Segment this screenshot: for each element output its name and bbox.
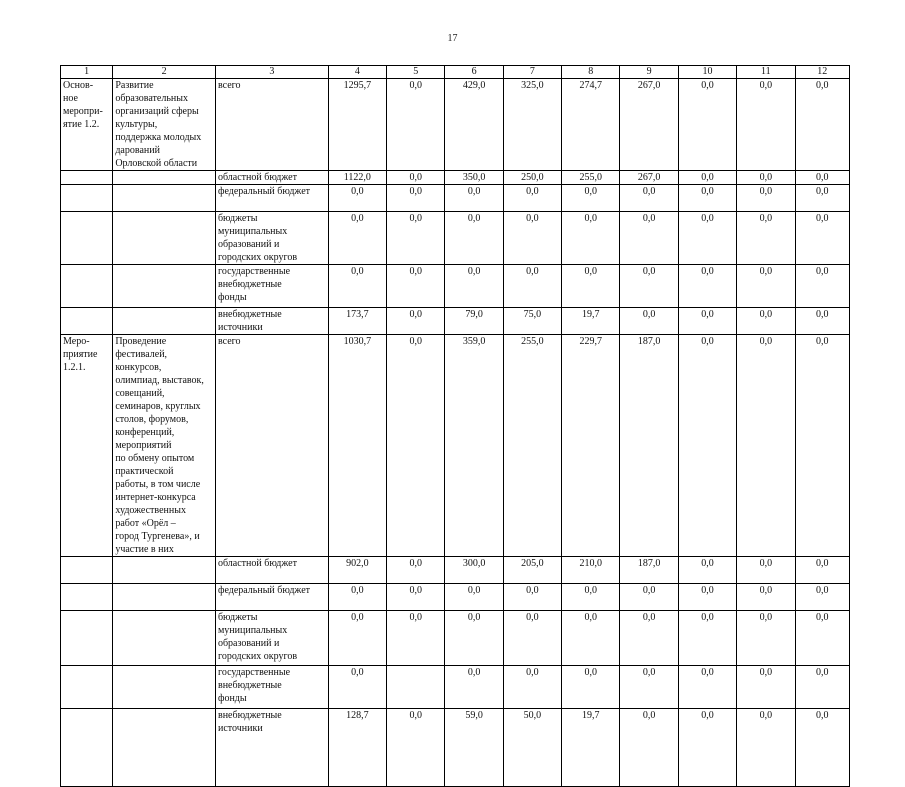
value-cell: 50,0 (503, 709, 561, 787)
value-cell: 274,7 (562, 79, 620, 171)
funding-source-cell: бюджеты муниципальных образований и городских округов (215, 212, 328, 265)
value-cell: 0,0 (445, 265, 503, 308)
activity-name-cell (113, 557, 216, 584)
value-cell: 325,0 (503, 79, 561, 171)
value-cell: 0,0 (620, 185, 678, 212)
value-cell (387, 666, 445, 709)
table-body (61, 79, 850, 787)
table-row (61, 666, 850, 709)
funding-source-cell: государственные внебюджетные фонды (215, 666, 328, 709)
value-cell: 0,0 (678, 584, 736, 611)
value-cell: 0,0 (562, 212, 620, 265)
value-cell: 79,0 (445, 308, 503, 335)
table-row (61, 709, 850, 787)
value-cell: 300,0 (445, 557, 503, 584)
activity-name-cell (113, 584, 216, 611)
funding-source-cell: всего (215, 79, 328, 171)
value-cell: 0,0 (562, 265, 620, 308)
column-header: 9 (620, 66, 678, 79)
value-cell: 0,0 (387, 611, 445, 666)
activity-name-cell (113, 666, 216, 709)
table-row (61, 308, 850, 335)
activity-code-cell: Основ- ное меропри- ятие 1.2. (61, 79, 113, 171)
table-row (61, 557, 850, 584)
funding-source-cell: всего (215, 335, 328, 557)
column-header: 10 (678, 66, 736, 79)
value-cell: 0,0 (795, 666, 849, 709)
value-cell: 0,0 (445, 666, 503, 709)
value-cell: 359,0 (445, 335, 503, 557)
table-row (61, 212, 850, 265)
value-cell: 0,0 (387, 171, 445, 185)
value-cell: 0,0 (737, 308, 795, 335)
activity-name-cell (113, 185, 216, 212)
value-cell: 0,0 (445, 584, 503, 611)
funding-source-cell: федеральный бюджет (215, 584, 328, 611)
value-cell: 0,0 (678, 611, 736, 666)
activity-code-cell (61, 584, 113, 611)
value-cell: 267,0 (620, 79, 678, 171)
value-cell: 0,0 (737, 666, 795, 709)
column-header: 3 (215, 66, 328, 79)
value-cell: 1122,0 (328, 171, 386, 185)
funding-source-cell: государственные внебюджетные фонды (215, 265, 328, 308)
value-cell: 0,0 (795, 185, 849, 212)
value-cell: 0,0 (620, 709, 678, 787)
value-cell: 0,0 (445, 611, 503, 666)
value-cell: 0,0 (328, 265, 386, 308)
activity-name-cell (113, 308, 216, 335)
funding-source-cell: федеральный бюджет (215, 185, 328, 212)
activity-name-cell: Развитие образовательных организаций сферы культуры, поддержка молодых дарований Орловской области (113, 79, 216, 171)
value-cell: 0,0 (737, 185, 795, 212)
value-cell: 19,7 (562, 308, 620, 335)
value-cell: 0,0 (678, 666, 736, 709)
value-cell: 902,0 (328, 557, 386, 584)
value-cell: 128,7 (328, 709, 386, 787)
value-cell: 205,0 (503, 557, 561, 584)
column-header: 1 (61, 66, 113, 79)
activity-code-cell (61, 212, 113, 265)
value-cell: 0,0 (795, 212, 849, 265)
table-row (61, 79, 850, 171)
activity-code-cell (61, 265, 113, 308)
value-cell: 0,0 (620, 308, 678, 335)
funding-source-cell: внебюджетные источники (215, 308, 328, 335)
activity-name-cell (113, 171, 216, 185)
value-cell: 0,0 (737, 171, 795, 185)
value-cell: 0,0 (737, 265, 795, 308)
table-row (61, 171, 850, 185)
column-header: 5 (387, 66, 445, 79)
value-cell: 0,0 (503, 265, 561, 308)
value-cell: 0,0 (387, 212, 445, 265)
value-cell: 0,0 (795, 557, 849, 584)
value-cell: 0,0 (503, 212, 561, 265)
value-cell: 0,0 (795, 265, 849, 308)
value-cell: 429,0 (445, 79, 503, 171)
value-cell: 0,0 (678, 265, 736, 308)
value-cell: 0,0 (795, 584, 849, 611)
value-cell: 210,0 (562, 557, 620, 584)
value-cell: 0,0 (678, 557, 736, 584)
value-cell: 350,0 (445, 171, 503, 185)
value-cell: 187,0 (620, 335, 678, 557)
activity-name-cell (113, 709, 216, 787)
value-cell: 0,0 (387, 709, 445, 787)
value-cell: 0,0 (737, 584, 795, 611)
value-cell: 0,0 (562, 611, 620, 666)
value-cell: 59,0 (445, 709, 503, 787)
value-cell: 0,0 (737, 335, 795, 557)
value-cell: 0,0 (445, 212, 503, 265)
header-row (61, 66, 850, 79)
value-cell: 0,0 (795, 79, 849, 171)
table-row (61, 265, 850, 308)
activity-code-cell (61, 611, 113, 666)
value-cell: 250,0 (503, 171, 561, 185)
value-cell: 19,7 (562, 709, 620, 787)
activity-code-cell (61, 666, 113, 709)
value-cell: 0,0 (503, 666, 561, 709)
budget-table (60, 65, 850, 787)
activity-code-cell: Меро- приятие 1.2.1. (61, 335, 113, 557)
funding-source-cell: областной бюджет (215, 171, 328, 185)
value-cell: 0,0 (387, 584, 445, 611)
column-header: 12 (795, 66, 849, 79)
value-cell: 0,0 (678, 171, 736, 185)
value-cell: 0,0 (620, 666, 678, 709)
value-cell: 0,0 (678, 335, 736, 557)
value-cell: 0,0 (678, 185, 736, 212)
funding-source-cell: областной бюджет (215, 557, 328, 584)
value-cell: 0,0 (387, 335, 445, 557)
value-cell: 0,0 (503, 584, 561, 611)
value-cell: 0,0 (562, 666, 620, 709)
value-cell: 0,0 (737, 212, 795, 265)
value-cell: 75,0 (503, 308, 561, 335)
value-cell: 1030,7 (328, 335, 386, 557)
funding-source-cell: бюджеты муниципальных образований и городских округов (215, 611, 328, 666)
value-cell: 0,0 (678, 79, 736, 171)
activity-code-cell (61, 709, 113, 787)
value-cell: 255,0 (503, 335, 561, 557)
column-header: 6 (445, 66, 503, 79)
value-cell: 0,0 (445, 185, 503, 212)
value-cell: 0,0 (328, 666, 386, 709)
value-cell: 173,7 (328, 308, 386, 335)
value-cell: 0,0 (328, 584, 386, 611)
value-cell: 0,0 (737, 557, 795, 584)
page-number: 17 (447, 33, 458, 44)
value-cell: 0,0 (387, 308, 445, 335)
value-cell: 0,0 (678, 308, 736, 335)
column-header: 2 (113, 66, 216, 79)
value-cell: 0,0 (737, 611, 795, 666)
value-cell: 0,0 (795, 335, 849, 557)
value-cell: 0,0 (328, 212, 386, 265)
activity-code-cell (61, 308, 113, 335)
value-cell: 1295,7 (328, 79, 386, 171)
value-cell: 0,0 (328, 185, 386, 212)
value-cell: 267,0 (620, 171, 678, 185)
value-cell: 0,0 (620, 265, 678, 308)
value-cell: 0,0 (620, 611, 678, 666)
activity-code-cell (61, 185, 113, 212)
value-cell: 187,0 (620, 557, 678, 584)
value-cell: 0,0 (795, 308, 849, 335)
table-row (61, 584, 850, 611)
value-cell: 0,0 (387, 79, 445, 171)
column-header: 7 (503, 66, 561, 79)
funding-source-cell: внебюджетные источники (215, 709, 328, 787)
value-cell: 0,0 (737, 79, 795, 171)
value-cell: 255,0 (562, 171, 620, 185)
value-cell: 0,0 (620, 212, 678, 265)
table-row (61, 185, 850, 212)
value-cell: 0,0 (503, 611, 561, 666)
column-header: 11 (737, 66, 795, 79)
value-cell: 0,0 (387, 185, 445, 212)
activity-name-cell (113, 212, 216, 265)
activity-name-cell (113, 611, 216, 666)
value-cell: 229,7 (562, 335, 620, 557)
value-cell: 0,0 (737, 709, 795, 787)
column-header: 8 (562, 66, 620, 79)
value-cell: 0,0 (795, 709, 849, 787)
value-cell: 0,0 (562, 185, 620, 212)
value-cell: 0,0 (678, 709, 736, 787)
activity-name-cell (113, 265, 216, 308)
table-row (61, 611, 850, 666)
activity-code-cell (61, 171, 113, 185)
value-cell: 0,0 (387, 265, 445, 308)
value-cell: 0,0 (795, 171, 849, 185)
value-cell: 0,0 (562, 584, 620, 611)
activity-name-cell: Проведение фестивалей, конкурсов, олимпиад, выставок, совещаний, семинаров, круглых столов, форумов, конференций, мероприятий по обмену опытом практической работы, в том числе интернет-конкурса художественных работ «Орёл – город Тургенева», и участие в них (113, 335, 216, 557)
value-cell: 0,0 (503, 185, 561, 212)
value-cell: 0,0 (387, 557, 445, 584)
table-row (61, 335, 850, 557)
value-cell: 0,0 (328, 611, 386, 666)
value-cell: 0,0 (678, 212, 736, 265)
value-cell: 0,0 (795, 611, 849, 666)
column-header: 4 (328, 66, 386, 79)
value-cell: 0,0 (620, 584, 678, 611)
activity-code-cell (61, 557, 113, 584)
